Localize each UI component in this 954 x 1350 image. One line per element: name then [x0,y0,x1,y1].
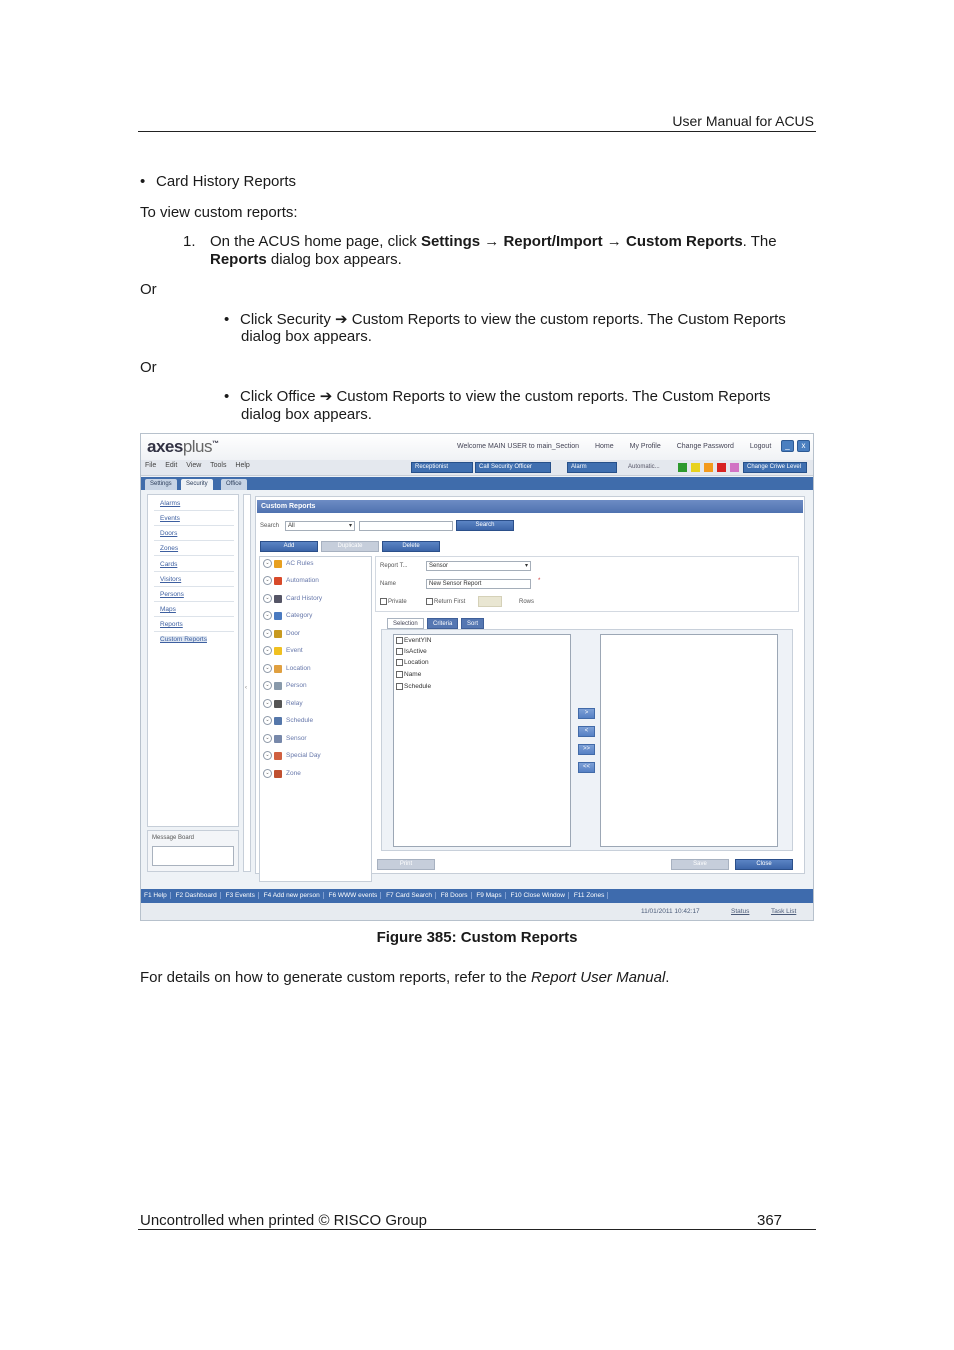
rows-label: Rows [519,599,535,605]
menu-tools[interactable]: Tools [210,462,227,469]
menu-items [145,462,257,469]
chevron-down-icon: ⌄ [263,681,272,690]
tab-settings[interactable]: Settings [145,479,177,490]
chevron-down-icon: ▾ [348,523,352,529]
fkey-maps[interactable]: F9 Maps [473,892,505,899]
category-item[interactable]: ⌄ Event [263,646,303,658]
category-item[interactable]: ⌄ Card History [263,594,322,606]
page-number: 367 [757,1212,783,1229]
field-item[interactable]: Schedule [396,683,431,690]
chevron-down-icon: ⌄ [263,559,272,568]
home-link[interactable]: Home [594,443,614,450]
bullet-office: • Click Office ➔ Custom Reports to view the custom reports. The Custom Reports [224,388,771,405]
bullet-security: • Click Security ➔ Custom Reports to view the custom reports. The Custom Reports [224,311,786,328]
my-profile-link[interactable]: My Profile [629,443,661,450]
top-links [457,443,785,450]
search-label: Search [260,523,280,529]
delete-button[interactable]: Delete [382,541,440,552]
report-type-select[interactable]: Sensor ▾ [426,561,531,571]
close-window-icon[interactable]: x [797,440,810,452]
add-button[interactable]: Add [260,541,318,552]
nav-reports[interactable]: Reports [160,621,183,628]
chevron-down-icon: ⌄ [263,699,272,708]
menu-view[interactable]: View [186,462,202,469]
category-item[interactable]: ⌄ Relay [263,699,303,711]
panel-title: Custom Reports [257,500,803,513]
message-board [147,830,239,872]
nav-divider [154,525,234,526]
bullet-dot: • [224,388,230,405]
message-board-label: Message Board [152,835,195,841]
receptionist-button[interactable]: Receptionist [411,462,473,473]
chevron-down-icon: ⌄ [263,664,272,673]
category-item[interactable]: ⌄ Zone [263,769,301,781]
status-square-green [678,463,687,472]
category-item[interactable]: ⌄ Category [263,611,312,623]
footer-rule [138,1229,816,1230]
name-label: Name [380,581,397,587]
nav-divider [154,510,234,511]
category-item[interactable]: ⌄ Person [263,681,307,693]
change-password-link[interactable]: Change Password [676,443,734,450]
fkey-help[interactable]: F1 Help [141,892,171,899]
chevron-down-icon: ⌄ [263,611,272,620]
message-board-box[interactable] [152,846,234,866]
step-1-line-1: On the ACUS home page, click Settings → Report/Import → Custom Reports. The [210,233,777,250]
category-item[interactable]: ⌄ Special Day [263,751,321,763]
welcome-text: Welcome MAIN USER to main_Section [457,443,580,450]
checkbox-icon [380,598,387,605]
nav-doors[interactable]: Doors [160,530,178,537]
nav-visitors[interactable]: Visitors [160,576,182,583]
search-button[interactable]: Search [456,520,514,531]
ac-rules-icon [274,560,282,568]
nav-custom-reports[interactable]: Custom Reports [160,636,207,643]
figure-caption: Figure 385: Custom Reports [376,929,578,946]
save-button[interactable]: Save [671,859,729,870]
nav-divider [154,571,234,572]
checkbox-icon [396,637,403,644]
print-button[interactable]: Print [377,859,435,870]
nav-divider [154,540,234,541]
chevron-down-icon: ⌄ [263,734,272,743]
footer-copyright: Uncontrolled when printed © RISCO Group [140,1212,428,1229]
location-icon [274,665,282,673]
automation-icon [274,577,282,585]
nav-divider [154,631,234,632]
running-header: User Manual for ACUS [672,113,814,129]
panel-splitter[interactable] [243,494,251,872]
search-input[interactable] [359,521,453,531]
menu-edit[interactable]: Edit [165,462,178,469]
checkbox-icon [396,648,403,655]
bullet-dot: • [224,311,230,328]
move-right-button[interactable]: > [578,708,595,719]
status-bar [141,903,814,921]
zone-icon [274,770,282,778]
checkbox-icon [396,683,403,690]
fkey-dashboard[interactable]: F2 Dashboard [173,892,221,899]
custom-reports-screenshot [140,433,814,921]
fkey-doors[interactable]: F8 Doors [438,892,472,899]
report-type-label: Report T... [380,563,408,569]
bullet-card-history: • Card History Reports [140,173,297,190]
nav-divider [154,555,234,556]
header-rule [138,131,816,132]
category-item[interactable]: ⌄ Door [263,629,300,641]
axesplus-logo: axesplus™ [147,437,219,456]
chevron-down-icon: ⌄ [263,646,272,655]
tab-sort[interactable]: Sort [461,618,484,629]
field-item[interactable]: Location [396,659,429,666]
chevron-down-icon: ⌄ [263,594,272,603]
fkey-add-person[interactable]: F4 Add new person [261,892,324,899]
intro-text: To view custom reports: [140,204,298,221]
function-keys-bar [141,889,814,903]
step-number: 1. [183,233,196,250]
checkbox-icon [396,671,403,678]
category-item[interactable]: ⌄ AC Rules [263,559,313,571]
category-item[interactable]: ⌄ Location [263,664,311,676]
menu-file[interactable]: File [145,462,157,469]
chevron-down-icon: ⌄ [263,751,272,760]
menu-help[interactable]: Help [235,462,250,469]
nav-zones[interactable]: Zones [160,545,179,552]
status-square-pink [730,463,739,472]
person-icon [274,682,282,690]
private-checkbox[interactable]: Private [380,598,407,605]
status-square-red [717,463,726,472]
details-text: For details on how to generate custom reports, refer to the Report User Manual. [140,969,670,986]
tab-office[interactable]: Office [221,479,247,490]
selected-fields-list[interactable] [600,634,778,847]
nav-alarms[interactable]: Alarms [160,500,181,507]
tab-security[interactable]: Security [181,479,213,490]
required-mark: * [538,578,541,584]
close-button[interactable]: Close [735,859,793,870]
logout-link[interactable]: Logout [749,443,772,450]
nav-events[interactable]: Events [160,515,180,522]
tab-selection[interactable]: Selection [387,618,424,629]
status-link[interactable]: Status [731,908,750,915]
fkey-close-window[interactable]: F10 Close Window [507,892,569,899]
category-item[interactable]: ⌄ Schedule [263,716,313,728]
chevron-down-icon: ⌄ [263,629,272,638]
rows-input[interactable] [478,596,502,607]
tab-criteria[interactable]: Criteria [427,618,458,629]
event-icon [274,647,282,655]
status-square-yellow [691,463,700,472]
report-category-list [259,556,372,882]
field-item[interactable]: Name [396,671,421,678]
relay-icon [274,700,282,708]
chevron-down-icon: ⌄ [263,716,272,725]
task-list-link[interactable]: Task List [771,908,797,915]
minimize-icon[interactable]: _ [781,440,794,452]
door-icon [274,630,282,638]
field-item[interactable]: EventYIN [396,637,431,644]
status-square-orange [704,463,713,472]
nav-divider [154,586,234,587]
report-form [375,556,799,612]
card-history-icon [274,595,282,603]
search-scope-select[interactable]: All ▾ [285,521,355,531]
checkbox-icon [396,659,403,666]
nav-divider [154,616,234,617]
fkey-zones[interactable]: F11 Zones [571,892,609,899]
step-1-line-2: Reports dialog box appears. [210,251,402,268]
checkbox-icon [426,598,433,605]
move-all-right-button[interactable]: >> [578,744,595,755]
available-fields-list[interactable] [393,634,571,847]
fkey-events[interactable]: F3 Events [223,892,259,899]
field-item[interactable]: IsActive [396,648,427,655]
fkey-card-search[interactable]: F7 Card Search [383,892,436,899]
status-datetime: 11/01/2011 10:42:17 [641,908,700,915]
nav-maps[interactable]: Maps [160,606,176,613]
special-day-icon [274,752,282,760]
automatic-label: Automatic... [628,464,660,470]
or-1: Or [140,281,157,298]
chevron-down-icon: ▾ [524,563,528,569]
change-level-button[interactable]: Change Criwe Level [743,462,807,473]
sensor-icon [274,735,282,743]
bullet-security-line-2: dialog box appears. [241,328,372,345]
return-first-checkbox[interactable]: Return First [426,598,465,605]
category-icon [274,612,282,620]
nav-persons[interactable]: Persons [160,591,184,598]
report-name-input[interactable]: New Sensor Report [426,579,531,589]
chevron-down-icon: ⌄ [263,576,272,585]
move-all-left-button[interactable]: << [578,762,595,773]
or-2: Or [140,359,157,376]
bullet-dot: • [140,173,146,190]
chevron-down-icon: ⌄ [263,769,272,778]
move-left-button[interactable]: < [578,726,595,737]
bullet-office-line-2: dialog box appears. [241,406,372,423]
alarm-button[interactable]: Alarm [567,462,617,473]
schedule-icon [274,717,282,725]
collapse-arrow-icon: ‹ [245,685,247,691]
category-item[interactable]: ⌄ Automation [263,576,319,588]
nav-divider [154,601,234,602]
duplicate-button[interactable]: Duplicate [321,541,379,552]
fkey-www-events[interactable]: F6 WWW events [326,892,382,899]
nav-cards[interactable]: Cards [160,561,178,568]
category-item[interactable]: ⌄ Sensor [263,734,307,746]
left-nav-panel [147,494,239,827]
call-security-button[interactable]: Call Security Officer [475,462,551,473]
